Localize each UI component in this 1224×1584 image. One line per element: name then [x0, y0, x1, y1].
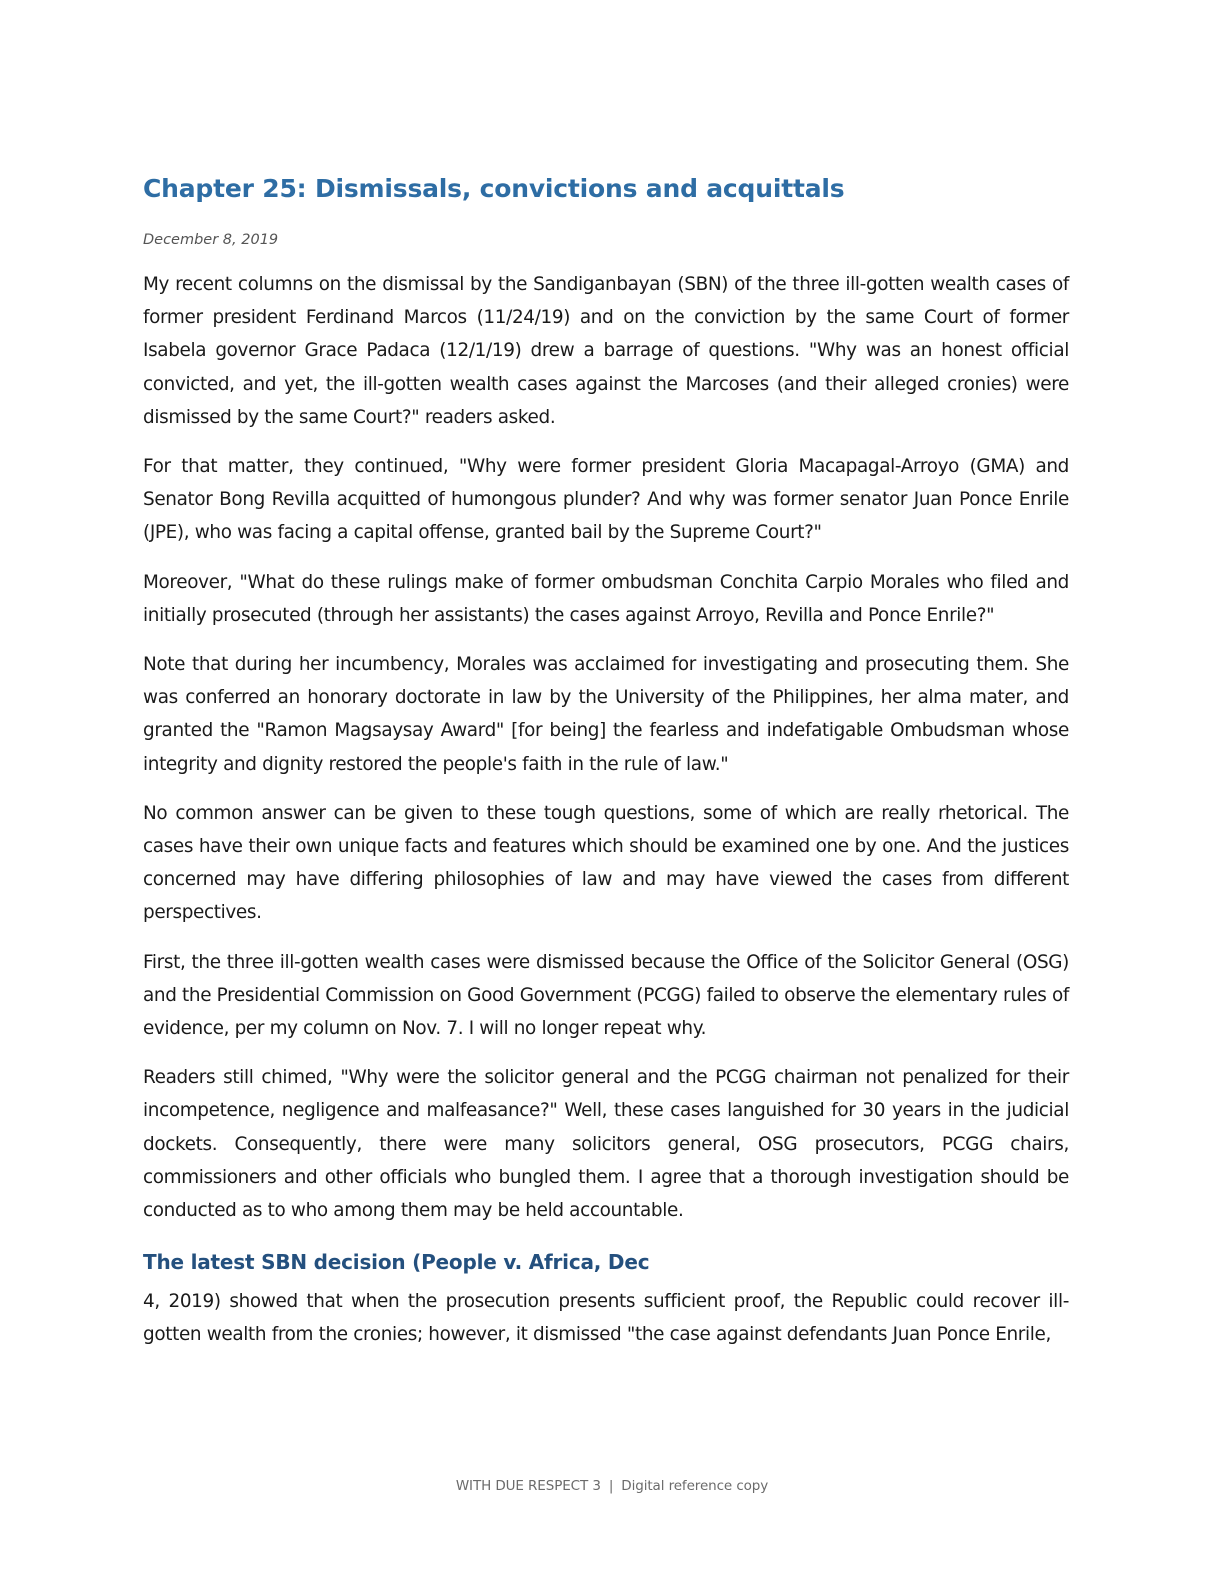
publication-date: December 8, 2019 — [143, 232, 279, 248]
paragraph-3: Moreover, "What do these rulings make of former ombudsman Conchita Carpio Morales who filed and initially prosecuted (through her assistants) the cases against Arroyo, Revilla and Ponce Enrile?" — [143, 571, 1069, 626]
paragraph-5: No common answer can be given to these tough questions, some of which are really rhetorical. The cases have their own unique facts and features which should be examined one by one. And the justices concerned may have differing philosophies of law and may have viewed the cases from different perspectives. — [143, 802, 1069, 924]
section-subheading: The latest SBN decision (People v. Africa, Dec — [143, 1250, 650, 1275]
footer-separator: | — [608, 1478, 614, 1494]
paragraph-2: For that matter, they continued, "Why were former president Gloria Macapagal-Arroyo (GMA) and Senator Bong Revilla acquitted of humongous plunder? And why was former senator Juan Ponce Enrile (JPE), who was facing a capital offense, granted bail by the Supreme Court?" — [143, 456, 1069, 544]
page-content — [143, 170, 1069, 1368]
closing-paragraph: 4, 2019) showed that when the prosecution presents sufficient proof, the Republic could recover ill-gotten wealth from the cronies; however, it dismissed "the case against defendants Juan Ponce Enrile, — [143, 1291, 1069, 1346]
paragraph-1: My recent columns on the dismissal by the Sandiganbayan (SBN) of the three ill-gotten wealth cases of former president Ferdinand Marcos (11/24/19) and on the conviction by the same Court of former Isabela governor Grace Padaca (12/1/19) drew a barrage of questions. "Why was an honest official convicted, and yet, the ill-gotten wealth cases against the Marcoses (and their alleged cronies) were dismissed by the same Court?" readers asked. — [143, 274, 1069, 428]
footer-copy-note: Digital reference copy — [621, 1478, 769, 1494]
paragraph-4: Note that during her incumbency, Morales was acclaimed for investigating and prosecuting them. She was conferred an honorary doctorate in law by the University of the Philippines, her alma mater, and granted the "Ramon Magsaysay Award" [for being] the fearless and indefatigable Ombudsman whose integrity and dignity restored the people's faith in the rule of law." — [143, 654, 1069, 775]
page-footer — [0, 1478, 1224, 1494]
chapter-title: Chapter 25: Dismissals, convictions and acquittals — [143, 174, 845, 203]
paragraph-6: First, the three ill-gotten wealth cases were dismissed because the Office of the Solicitor General (OSG) and the Presidential Commission on Good Government (PCGG) failed to observe the elementary rules of evidence, per my column on Nov. 7. I will no longer repeat why. — [143, 951, 1069, 1040]
footer-running-title: WITH DUE RESPECT 3 — [455, 1478, 601, 1494]
paragraph-7: Readers still chimed, "Why were the solicitor general and the PCGG chairman not penalized for their incompetence, negligence and malfeasance?" Well, these cases languished for 30 years in the judicial dockets. Consequently, there were many solicitors general, OSG prosecutors, PCGG chairs, commissioners and other officials who bungled them. I agree that a thorough investigation should be conducted as to who among them may be held accountable. — [143, 1067, 1069, 1222]
